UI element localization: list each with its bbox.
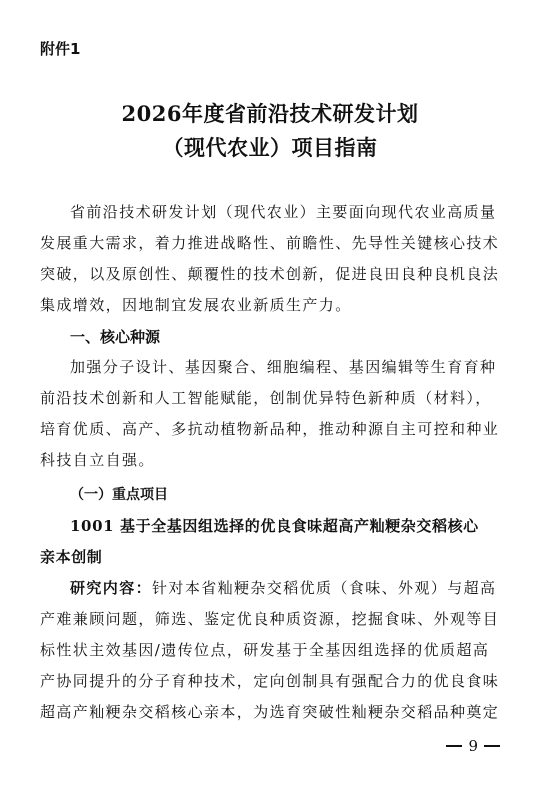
intro-line-2: 发展重大需求，着力推进战略性、前瞻性、先导性关键核心技术: [40, 234, 500, 252]
research-line-5: 超高产籼粳杂交稻核心亲本，为选育突破性籼粳杂交稻品种奠定: [40, 703, 500, 721]
page-number: [446, 737, 500, 755]
title-line-2: （现代农业）项目指南: [162, 135, 378, 160]
intro-line-1: 省前沿技术研发计划（现代农业）主要面向现代农业高质量: [70, 203, 497, 221]
research-line-1: [70, 578, 510, 598]
section-line-3: 培育优质、高产、多抗动植物新品种，推动种源自主可控和种业: [40, 420, 500, 438]
section-line-2: 前沿技术创新和人工智能赋能，创制优异特色新种质（材料），: [40, 389, 492, 407]
attachment-label: 附件1: [40, 40, 81, 58]
research-first-text: 针对本省籼粳杂交稻优质（食味、外观）与超高: [152, 579, 497, 597]
research-line-3: 标性状主效基因/遗传位点，研发基于全基因组选择的优质超高: [40, 641, 490, 659]
section-line-4: 科技自立自强。: [40, 451, 155, 469]
page-number-value: 9: [468, 737, 478, 755]
research-line-2: 产难兼顾问题，筛选、鉴定优良种质资源，挖掘食味、外观等目: [40, 610, 500, 628]
section-heading: 一、核心种源: [70, 328, 161, 346]
subsection-heading: （一）重点项目: [70, 487, 168, 503]
section-line-1: 加强分子设计、基因聚合、细胞编程、基因编辑等生育育种: [70, 358, 497, 376]
intro-line-3: 突破，以及原创性、颠覆性的技术创新，促进良田良种良机良法: [40, 265, 500, 283]
research-line-4: 产协同提升的分子育种技术，定向创制具有强配合力的优良食味: [40, 672, 500, 690]
item-title-line-2: 亲本创制: [40, 548, 103, 566]
research-label: 研究内容：: [70, 579, 153, 597]
title-line-1: 2026年度省前沿技术研发计划: [121, 101, 419, 126]
intro-line-4: 集成增效，因地制宜发展农业新质生产力。: [40, 296, 352, 314]
dash-right: [484, 745, 500, 747]
item-title-line-1: 1001 基于全基因组选择的优良食味超高产籼粳杂交稻核心: [70, 517, 479, 535]
dash-left: [446, 745, 462, 747]
